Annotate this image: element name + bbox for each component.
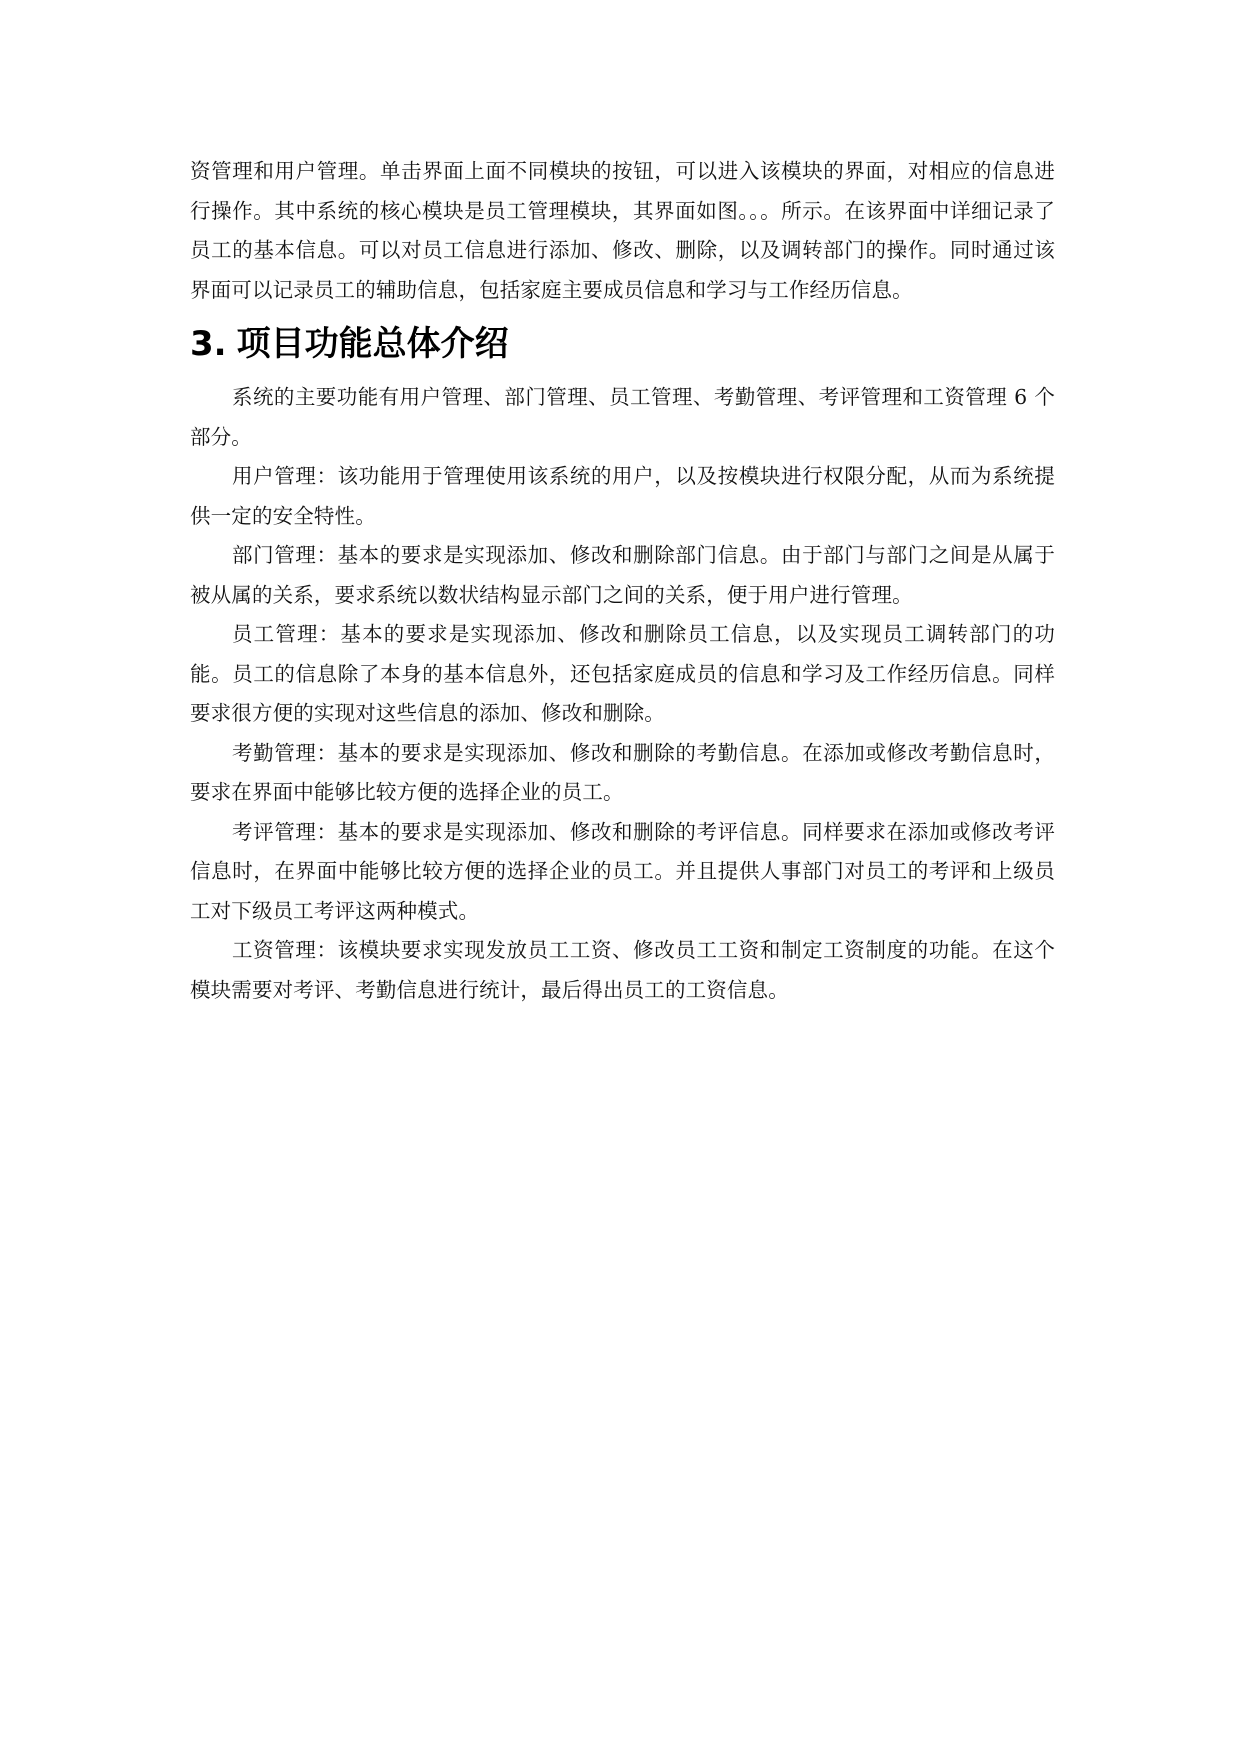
paragraph-salary-management: 工资管理：该模块要求实现发放员工工资、修改员工工资和制定工资制度的功能。在这个模块需要对考评、考勤信息进行统计，最后得出员工的工资信息。 <box>190 938 1055 1002</box>
section-number: 3. <box>190 324 227 364</box>
section-title: 项目功能总体介绍 <box>236 324 509 364</box>
paragraph-user-management: 用户管理：该功能用于管理使用该系统的用户，以及按模块进行权限分配，从而为系统提供一定的安全特性。 <box>190 464 1055 528</box>
paragraph-employee-management: 员工管理：基本的要求是实现添加、修改和删除员工信息，以及实现员工调转部门的功能。员工的信息除了本身的基本信息外，还包括家庭成员的信息和学习及工作经历信息。同样要求很方便的实现对这些信息的添加、修改和删除。 <box>190 622 1055 725</box>
document-body <box>190 152 1055 1010</box>
paragraph-overview: 系统的主要功能有用户管理、部门管理、员工管理、考勤管理、考评管理和工资管理 6 个部分。 <box>190 385 1055 449</box>
intro-paragraph: 资管理和用户管理。单击界面上面不同模块的按钮，可以进入该模块的界面，对相应的信息进行操作。其中系统的核心模块是员工管理模块，其界面如图。。。所示。在该界面中详细记录了员工的基本信息。可以对员工信息进行添加、修改、删除，以及调转部门的操作。同时通过该界面可以记录员工的辅助信息，包括家庭主要成员信息和学习与工作经历信息。 <box>190 159 1055 302</box>
paragraph-evaluation-management: 考评管理：基本的要求是实现添加、修改和删除的考评信息。同样要求在添加或修改考评信息时，在界面中能够比较方便的选择企业的员工。并且提供人事部门对员工的考评和上级员工对下级员工考评这两种模式。 <box>190 819 1055 923</box>
paragraph-department-management: 部门管理：基本的要求是实现添加、修改和删除部门信息。由于部门与部门之间是从属于被从属的关系，要求系统以数状结构显示部门之间的关系，便于用户进行管理。 <box>190 543 1055 607</box>
section-heading <box>190 318 1055 370</box>
paragraph-attendance-management: 考勤管理：基本的要求是实现添加、修改和删除的考勤信息。在添加或修改考勤信息时，要求在界面中能够比较方便的选择企业的员工。 <box>190 740 1055 804</box>
